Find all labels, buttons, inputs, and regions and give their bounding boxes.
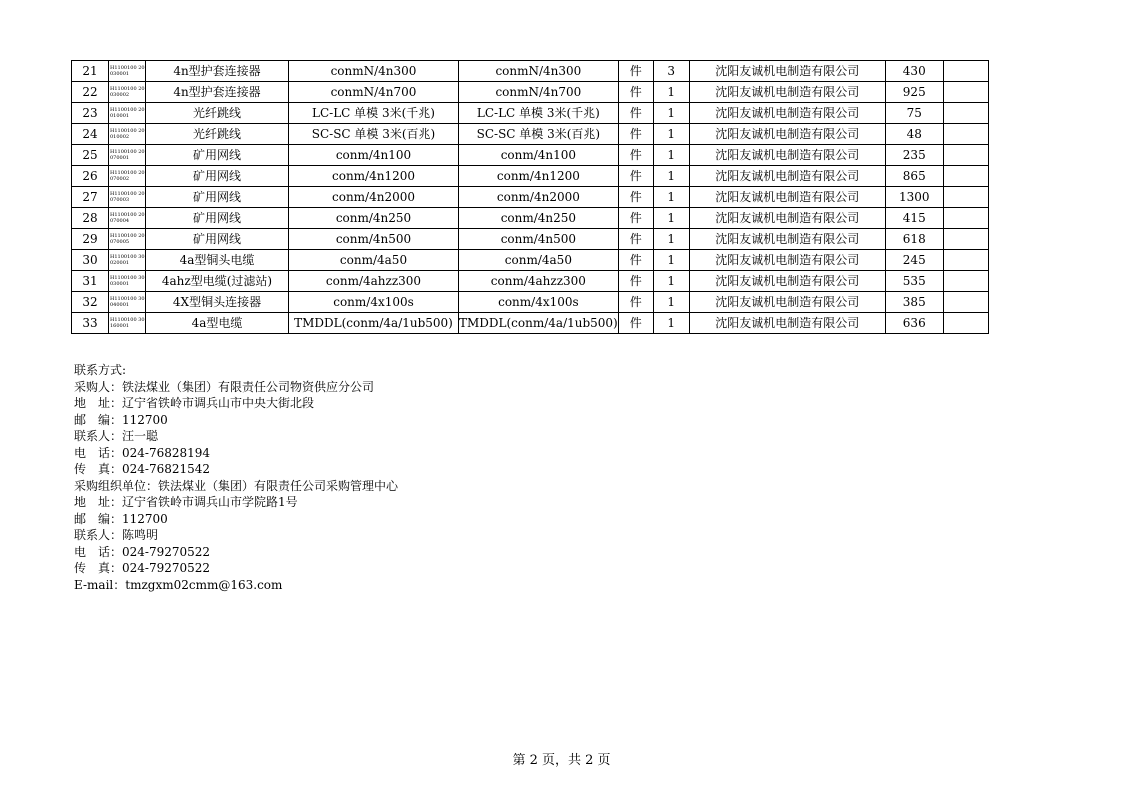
contact-line: 采购人：铁法煤业（集团）有限责任公司物资供应分公司 bbox=[74, 379, 375, 394]
unit-cell: 件 bbox=[618, 103, 653, 124]
price-cell: 385 bbox=[885, 292, 943, 313]
table-row bbox=[72, 208, 989, 229]
contact-line: 传 真：024-76821542 bbox=[74, 462, 211, 476]
price-cell: 415 bbox=[885, 208, 943, 229]
supplier-cell: 沈阳友诚机电制造有限公司 bbox=[689, 271, 885, 292]
material-code-cell: H1100100 20070002 bbox=[109, 166, 146, 187]
row-number-cell: 27 bbox=[72, 187, 109, 208]
quantity-cell: 1 bbox=[653, 187, 689, 208]
price-cell: 430 bbox=[885, 61, 943, 82]
spec-cell: LC-LC 单模 3米(千兆) bbox=[289, 103, 459, 124]
table-row bbox=[72, 292, 989, 313]
row-number-cell: 25 bbox=[72, 145, 109, 166]
item-name-cell: 4X型铜头连接器 bbox=[146, 292, 289, 313]
table-row bbox=[72, 187, 989, 208]
supplier-cell: 沈阳友诚机电制造有限公司 bbox=[689, 292, 885, 313]
row-number-cell: 21 bbox=[72, 61, 109, 82]
model-cell: TMDDL(conm/4a/1ub500) bbox=[459, 313, 619, 334]
supplier-cell: 沈阳友诚机电制造有限公司 bbox=[689, 208, 885, 229]
quantity-cell: 1 bbox=[653, 271, 689, 292]
price-cell: 865 bbox=[885, 166, 943, 187]
remark-cell bbox=[943, 187, 988, 208]
quantity-cell: 3 bbox=[653, 61, 689, 82]
material-code-cell: H1100100 30160001 bbox=[109, 313, 146, 334]
item-name-cell: 矿用网线 bbox=[146, 208, 289, 229]
unit-cell: 件 bbox=[618, 187, 653, 208]
spec-cell: conm/4n100 bbox=[289, 145, 459, 166]
row-number-cell: 26 bbox=[72, 166, 109, 187]
material-code-cell: H1100100 30030001 bbox=[109, 271, 146, 292]
item-name-cell: 矿用网线 bbox=[146, 166, 289, 187]
table-row bbox=[72, 103, 989, 124]
row-number-cell: 23 bbox=[72, 103, 109, 124]
price-cell: 636 bbox=[885, 313, 943, 334]
table-row bbox=[72, 82, 989, 103]
supplier-cell: 沈阳友诚机电制造有限公司 bbox=[689, 187, 885, 208]
model-cell: conm/4n2000 bbox=[459, 187, 619, 208]
row-number-cell: 30 bbox=[72, 250, 109, 271]
supplier-cell: 沈阳友诚机电制造有限公司 bbox=[689, 103, 885, 124]
spec-cell: conm/4a50 bbox=[289, 250, 459, 271]
contact-line: 邮 编：112700 bbox=[74, 511, 168, 526]
quantity-cell: 1 bbox=[653, 103, 689, 124]
unit-cell: 件 bbox=[618, 82, 653, 103]
item-name-cell: 光纤跳线 bbox=[146, 103, 289, 124]
spec-cell: conmN/4n700 bbox=[289, 82, 459, 103]
unit-cell: 件 bbox=[618, 208, 653, 229]
contact-line: 电 话：024-79270522 bbox=[74, 544, 211, 559]
item-name-cell: 4a型电缆 bbox=[146, 313, 289, 334]
row-number-cell: 28 bbox=[72, 208, 109, 229]
spec-cell: conm/4x100s bbox=[289, 292, 459, 313]
quantity-cell: 1 bbox=[653, 292, 689, 313]
material-code-cell: H1100100 20070004 bbox=[109, 208, 146, 229]
remark-cell bbox=[943, 271, 988, 292]
contact-line: 地 址：辽宁省铁岭市调兵山市学院路1号 bbox=[74, 495, 298, 509]
contact-line: 联系人：汪一聪 bbox=[74, 429, 159, 443]
table-row bbox=[72, 124, 989, 145]
price-cell: 925 bbox=[885, 82, 943, 103]
item-name-cell: 矿用网线 bbox=[146, 145, 289, 166]
row-number-cell: 32 bbox=[72, 292, 109, 313]
model-cell: conm/4ahzz300 bbox=[459, 271, 619, 292]
row-number-cell: 29 bbox=[72, 229, 109, 250]
remark-cell bbox=[943, 61, 988, 82]
quantity-cell: 1 bbox=[653, 250, 689, 271]
unit-cell: 件 bbox=[618, 145, 653, 166]
item-table bbox=[71, 60, 989, 334]
table-row bbox=[72, 250, 989, 271]
price-cell: 535 bbox=[885, 271, 943, 292]
material-code-cell: H1100100 20070005 bbox=[109, 229, 146, 250]
model-cell: conm/4n250 bbox=[459, 208, 619, 229]
spec-cell: TMDDL(conm/4a/1ub500) bbox=[289, 313, 459, 334]
remark-cell bbox=[943, 292, 988, 313]
contact-line: 采购组织单位：铁法煤业（集团）有限责任公司采购管理中心 bbox=[74, 478, 399, 493]
remark-cell bbox=[943, 229, 988, 250]
material-code-cell: H1100100 20070001 bbox=[109, 145, 146, 166]
model-cell: conmN/4n300 bbox=[459, 61, 619, 82]
contact-line: E-mail：tmzgxm02cmm@163.com bbox=[74, 577, 283, 592]
spec-cell: conm/4n500 bbox=[289, 229, 459, 250]
contact-line: 联系方式: bbox=[74, 363, 127, 377]
supplier-cell: 沈阳友诚机电制造有限公司 bbox=[689, 145, 885, 166]
remark-cell bbox=[943, 82, 988, 103]
remark-cell bbox=[943, 124, 988, 145]
quantity-cell: 1 bbox=[653, 229, 689, 250]
price-cell: 245 bbox=[885, 250, 943, 271]
spec-cell: conm/4n1200 bbox=[289, 166, 459, 187]
quantity-cell: 1 bbox=[653, 124, 689, 145]
remark-cell bbox=[943, 208, 988, 229]
supplier-cell: 沈阳友诚机电制造有限公司 bbox=[689, 61, 885, 82]
remark-cell bbox=[943, 166, 988, 187]
item-name-cell: 4n型护套连接器 bbox=[146, 82, 289, 103]
item-name-cell: 4ahz型电缆(过滤站) bbox=[146, 271, 289, 292]
table-row bbox=[72, 229, 989, 250]
supplier-cell: 沈阳友诚机电制造有限公司 bbox=[689, 229, 885, 250]
contact-info bbox=[74, 362, 398, 593]
item-name-cell: 矿用网线 bbox=[146, 229, 289, 250]
spec-cell: conm/4n2000 bbox=[289, 187, 459, 208]
page-footer: 第 2 页，共 2 页 bbox=[512, 753, 611, 768]
unit-cell: 件 bbox=[618, 61, 653, 82]
model-cell: SC-SC 单模 3米(百兆) bbox=[459, 124, 619, 145]
item-name-cell: 光纤跳线 bbox=[146, 124, 289, 145]
unit-cell: 件 bbox=[618, 229, 653, 250]
contact-line: 联系人：陈鸣明 bbox=[74, 528, 159, 542]
spec-cell: conm/4n250 bbox=[289, 208, 459, 229]
unit-cell: 件 bbox=[618, 166, 653, 187]
table-row bbox=[72, 313, 989, 334]
item-name-cell: 4a型铜头电缆 bbox=[146, 250, 289, 271]
row-number-cell: 24 bbox=[72, 124, 109, 145]
contact-line: 电 话：024-76828194 bbox=[74, 445, 211, 460]
spec-cell: SC-SC 单模 3米(百兆) bbox=[289, 124, 459, 145]
row-number-cell: 31 bbox=[72, 271, 109, 292]
price-cell: 235 bbox=[885, 145, 943, 166]
remark-cell bbox=[943, 103, 988, 124]
table-row bbox=[72, 145, 989, 166]
model-cell: conm/4x100s bbox=[459, 292, 619, 313]
material-code-cell: H1100100 20030002 bbox=[109, 82, 146, 103]
supplier-cell: 沈阳友诚机电制造有限公司 bbox=[689, 166, 885, 187]
price-cell: 1300 bbox=[885, 187, 943, 208]
model-cell: conm/4n1200 bbox=[459, 166, 619, 187]
model-cell: conm/4a50 bbox=[459, 250, 619, 271]
price-cell: 618 bbox=[885, 229, 943, 250]
item-name-cell: 4n型护套连接器 bbox=[146, 61, 289, 82]
material-code-cell: H1100100 30040001 bbox=[109, 292, 146, 313]
contact-line: 传 真：024-79270522 bbox=[74, 561, 211, 575]
material-code-cell: H1100100 20010001 bbox=[109, 103, 146, 124]
contact-line: 邮 编：112700 bbox=[74, 412, 168, 427]
spec-cell: conm/4ahzz300 bbox=[289, 271, 459, 292]
spec-cell: conmN/4n300 bbox=[289, 61, 459, 82]
unit-cell: 件 bbox=[618, 250, 653, 271]
unit-cell: 件 bbox=[618, 271, 653, 292]
table-row bbox=[72, 271, 989, 292]
price-cell: 48 bbox=[885, 124, 943, 145]
row-number-cell: 33 bbox=[72, 313, 109, 334]
material-code-cell: H1100100 20030001 bbox=[109, 61, 146, 82]
unit-cell: 件 bbox=[618, 292, 653, 313]
supplier-cell: 沈阳友诚机电制造有限公司 bbox=[689, 124, 885, 145]
model-cell: conmN/4n700 bbox=[459, 82, 619, 103]
row-number-cell: 22 bbox=[72, 82, 109, 103]
remark-cell bbox=[943, 145, 988, 166]
material-code-cell: H1100100 20010002 bbox=[109, 124, 146, 145]
remark-cell bbox=[943, 250, 988, 271]
table-body bbox=[72, 61, 989, 334]
remark-cell bbox=[943, 313, 988, 334]
supplier-cell: 沈阳友诚机电制造有限公司 bbox=[689, 82, 885, 103]
model-cell: conm/4n500 bbox=[459, 229, 619, 250]
quantity-cell: 1 bbox=[653, 145, 689, 166]
quantity-cell: 1 bbox=[653, 166, 689, 187]
table-row bbox=[72, 166, 989, 187]
quantity-cell: 1 bbox=[653, 82, 689, 103]
table-row bbox=[72, 61, 989, 82]
supplier-cell: 沈阳友诚机电制造有限公司 bbox=[689, 250, 885, 271]
contact-line: 地 址：辽宁省铁岭市调兵山市中央大街北段 bbox=[74, 396, 315, 410]
material-code-cell: H1100100 20070003 bbox=[109, 187, 146, 208]
quantity-cell: 1 bbox=[653, 208, 689, 229]
item-name-cell: 矿用网线 bbox=[146, 187, 289, 208]
unit-cell: 件 bbox=[618, 313, 653, 334]
model-cell: conm/4n100 bbox=[459, 145, 619, 166]
supplier-cell: 沈阳友诚机电制造有限公司 bbox=[689, 313, 885, 334]
material-code-cell: H1100100 30020001 bbox=[109, 250, 146, 271]
model-cell: LC-LC 单模 3米(千兆) bbox=[459, 103, 619, 124]
quantity-cell: 1 bbox=[653, 313, 689, 334]
unit-cell: 件 bbox=[618, 124, 653, 145]
price-cell: 75 bbox=[885, 103, 943, 124]
